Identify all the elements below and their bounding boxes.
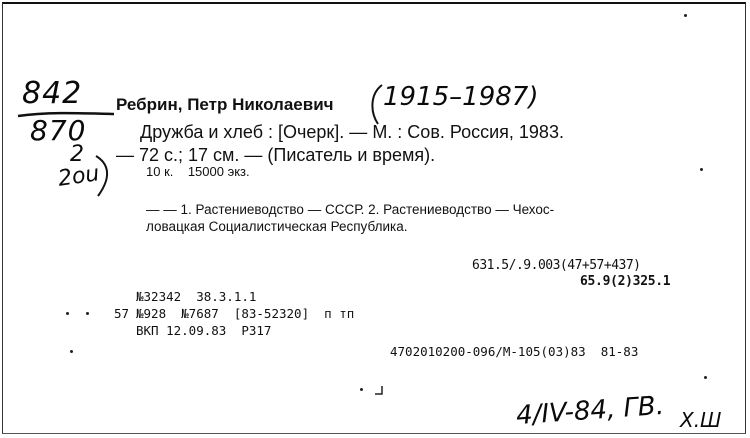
handwritten-mark-small: 2 xyxy=(70,142,84,167)
registration-line-2: №928 №7687 [83-52320] п тп xyxy=(136,306,355,321)
handwritten-life-years: 1915–1987) xyxy=(383,82,539,112)
subjects-line-1: — — 1. Растениеводство — СССР. 2. Растениеводство — Чехос- xyxy=(146,202,555,217)
handwritten-shelf-top: 842 xyxy=(22,76,83,111)
title-line: Дружба и хлеб : [Очерк]. — М. : Сов. Россия, 1983. xyxy=(140,122,564,142)
registration-line-3: ВКП 12.09.83 Р317 xyxy=(136,323,272,338)
corner-mark-icon xyxy=(372,384,386,398)
physical-description-line: — 72 с.; 17 см. — (Писатель и время). xyxy=(116,145,436,165)
handwritten-date-note: 4/IV-84, ГВ. xyxy=(515,390,665,432)
isbn-line: 4702010200-096/М-105(03)83 81-83 xyxy=(390,344,639,359)
bbk-index: 65.9(2)325.1 xyxy=(580,274,671,289)
price-print-run-line: 10 к. 15000 экз. xyxy=(146,164,250,179)
subjects-line-2: ловацкая Социалистическая Республика. xyxy=(146,219,408,234)
author-heading: Ребрин, Петр Николаевич xyxy=(116,95,334,114)
handwritten-mark-code: 2ou xyxy=(56,161,101,192)
catalog-card xyxy=(2,2,746,434)
handwritten-initials: Х.Ш xyxy=(680,408,722,432)
handwritten-bracket-icon xyxy=(364,82,388,126)
registration-line-2-prefix: 57 xyxy=(114,306,130,321)
handwritten-shelf-bottom: 870 xyxy=(30,114,87,147)
udc-index: 631.5/.9.003(47+57+437) xyxy=(472,258,641,273)
registration-line-1: №32342 38.3.1.1 xyxy=(136,289,257,304)
